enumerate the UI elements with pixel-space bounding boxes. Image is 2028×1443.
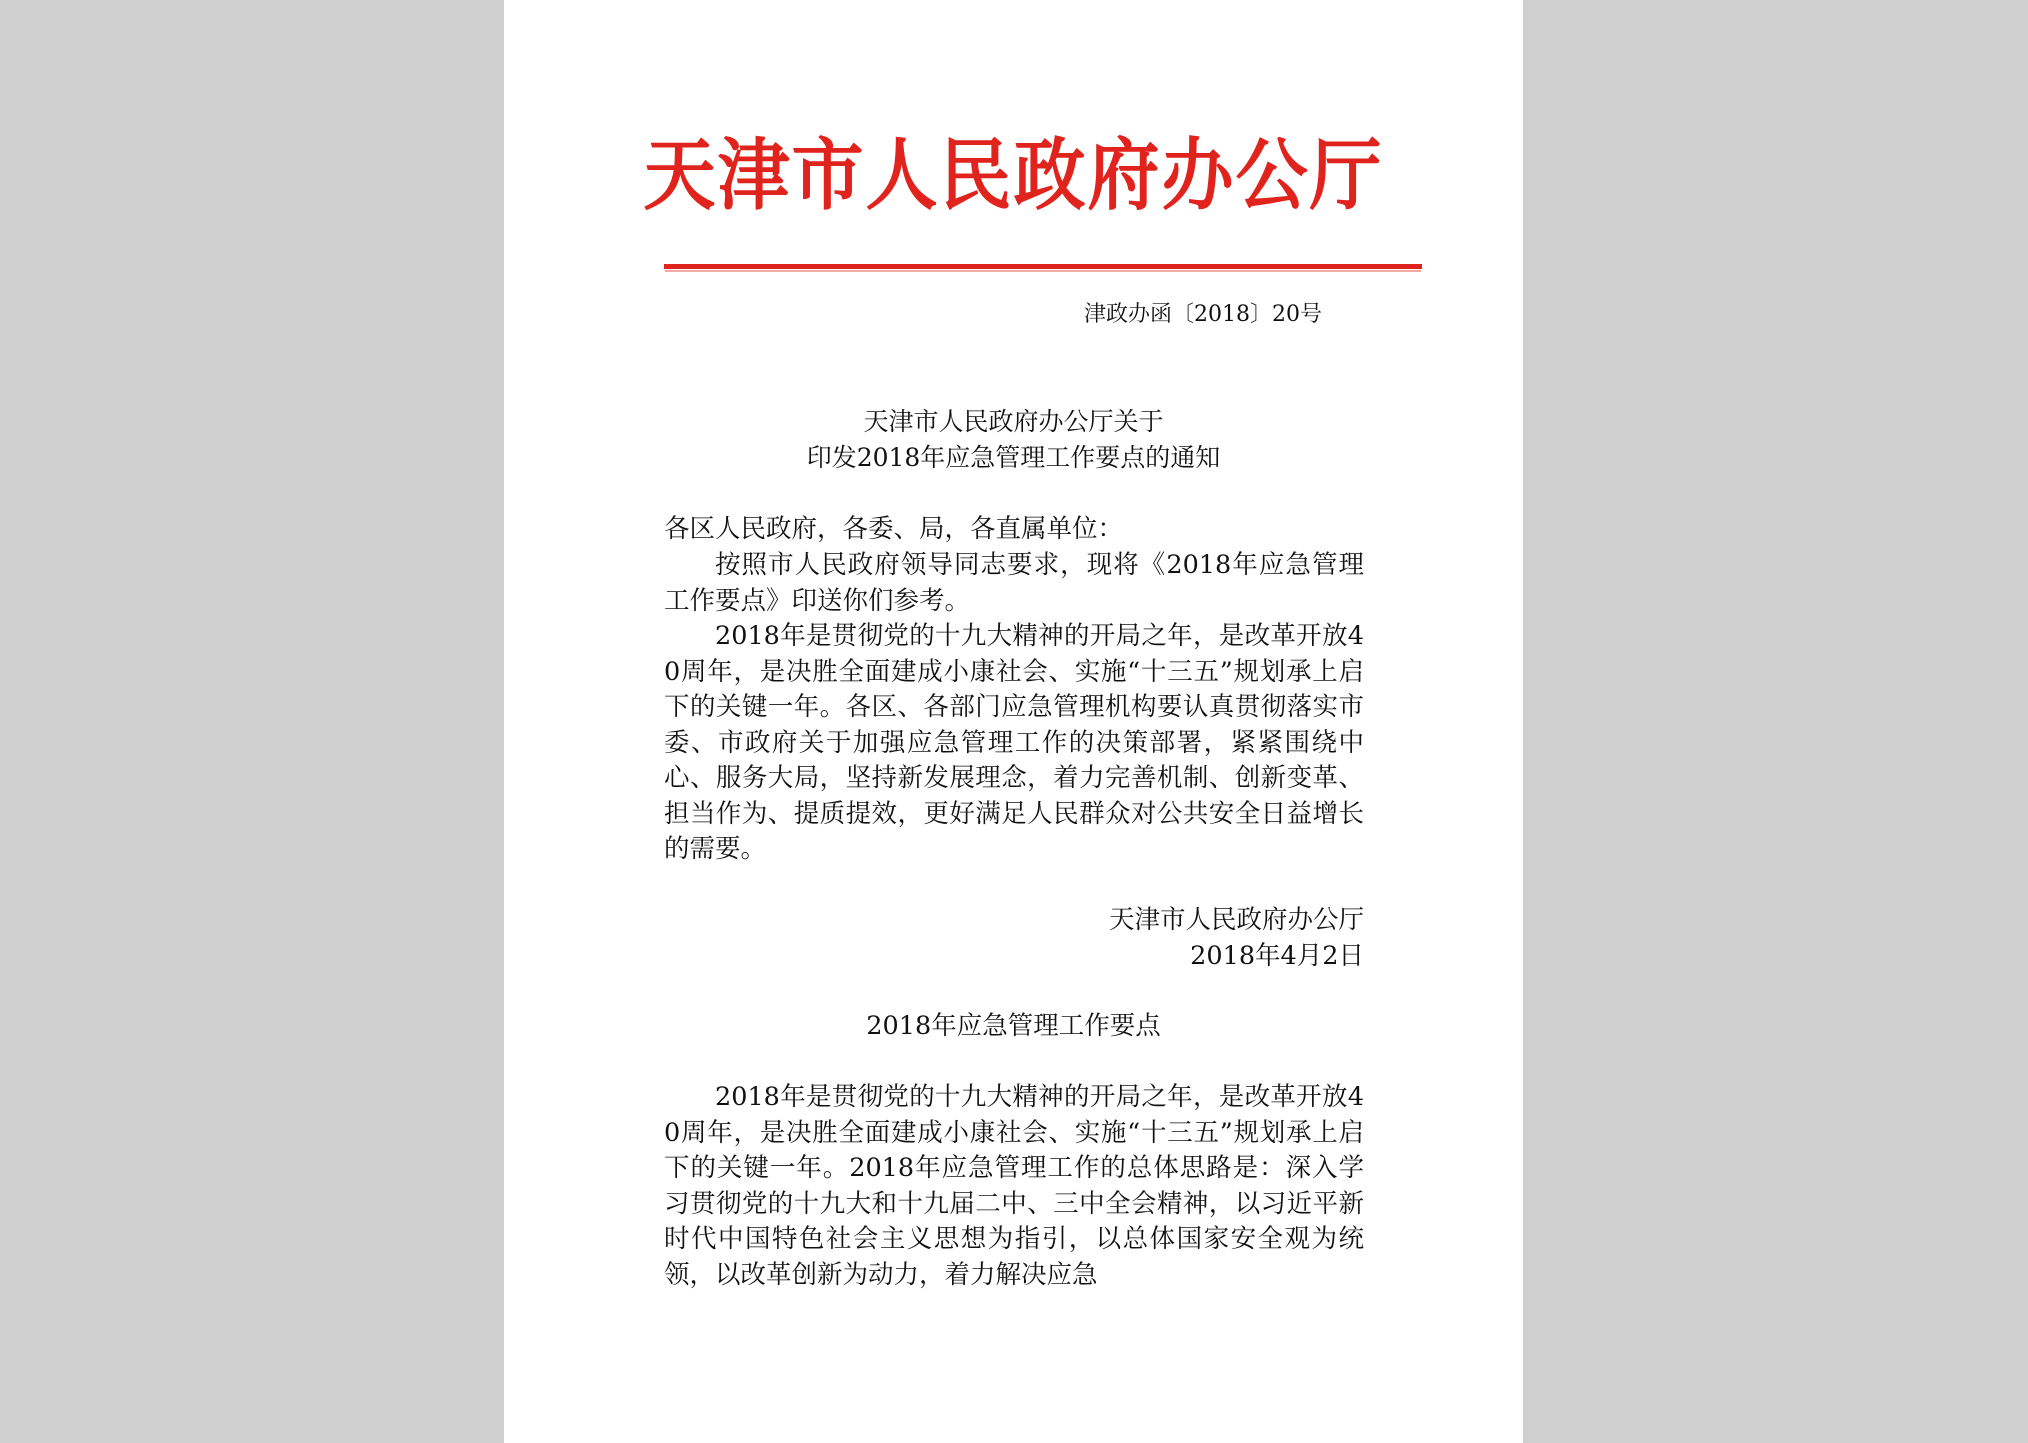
salutation: 各区人民政府，各委、局，各直属单位： xyxy=(664,514,1124,544)
signature-organization: 天津市人民政府办公厅 xyxy=(1108,905,1364,935)
attachment-title: 2018年应急管理工作要点 xyxy=(866,1011,1161,1041)
document-page xyxy=(504,0,1523,1443)
signature-block xyxy=(664,902,1364,974)
red-header-rule xyxy=(664,264,1422,270)
notice-title xyxy=(504,404,1523,476)
issuer-header-title: 天津市人民政府办公厅 xyxy=(643,128,1384,221)
signature-date: 2018年4月2日 xyxy=(1190,941,1364,971)
notice-paragraph-1: 按照市人民政府领导同志要求，现将《2018年应急管理工作要点》印送你们参考。 xyxy=(664,550,1364,616)
document-number: 津政办函〔2018〕20号 xyxy=(1084,302,1322,327)
attachment-paragraph-1: 2018年是贯彻党的十九大精神的开局之年，是改革开放40周年，是决胜全面建成小康社会、实施“十三五”规划承上启下的关键一年。2018年应急管理工作的总体思路是：深入学习贯彻党的十九大和十九届二中、三中全会精神，以习近平新时代中国特色社会主义思想为指引，以总体国家安全观为统领，以改革创新为动力，着力解决应急 xyxy=(664,1082,1364,1290)
notice-title-line-1: 天津市人民政府办公厅关于 xyxy=(863,407,1164,436)
notice-title-line-2: 印发2018年应急管理工作要点的通知 xyxy=(806,443,1221,472)
notice-paragraph-2: 2018年是贯彻党的十九大精神的开局之年，是改革开放40周年，是决胜全面建成小康社会、实施“十三五”规划承上启下的关键一年。各区、各部门应急管理机构要认真贯彻落实市委、市政府关于加强应急管理工作的决策部署，紧紧围绕中心、服务大局，坚持新发展理念，着力完善机制、创新变革、担当作为、提质提效，更好满足人民群众对公共安全日益增长的需要。 xyxy=(664,621,1364,864)
